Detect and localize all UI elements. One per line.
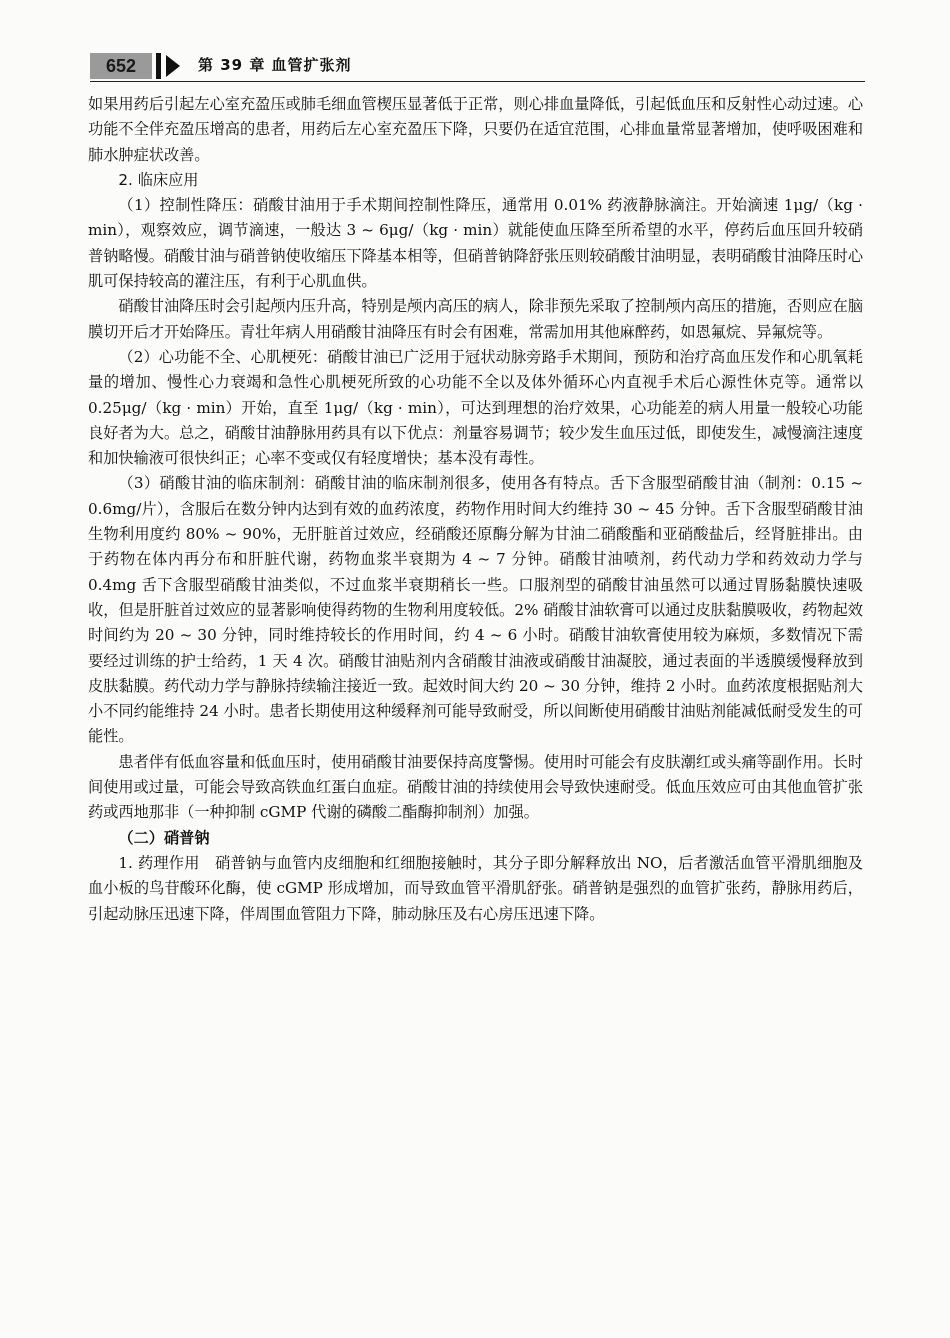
subheading-clinical-use: 2. 临床应用 bbox=[118, 170, 199, 189]
header-bar-marker bbox=[156, 53, 161, 79]
page-number: 652 bbox=[90, 53, 152, 79]
running-header bbox=[90, 48, 865, 80]
page-body bbox=[88, 92, 863, 927]
paragraph: （3）硝酸甘油的临床制剂：硝酸甘油的临床制剂很多，使用各有特点。舌下含服型硝酸甘油（制剂：0.15 ~ 0.6mg/片），含服后在数分钟内达到有效的血药浓度，药物作用时间大约维持 30 ~ 45 分钟。舌下含服型硝酸甘油生物利用度约 80% ~ 90%，无肝脏首过效应，经硝酸还原酶分解为甘油二硝酸酯和亚硝酸盐后，经肾脏排出。由于药物在体内再分布和肝脏代谢，药物血浆半衰期为 4 ~ 7 分钟。硝酸甘油喷剂，药代动力学和药效动力学与 0.4mg 舌下含服型硝酸甘油类似，不过血浆半衰期稍长一些。口服剂型的硝酸甘油虽然可以通过胃肠黏膜快速吸收，但是肝脏首过效应的显著影响使得药物的生物利用度较低。2% 硝酸甘油软膏可以通过皮肤黏膜吸收，药物起效时间约为 20 ~ 30 分钟，同时维持较长的作用时间，约 4 ~ 6 小时。硝酸甘油软膏使用较为麻烦，多数情况下需要经过训练的护士给药，1 天 4 次。硝酸甘油贴剂内含硝酸甘油液或硝酸甘油凝胶，通过表面的半透膜缓慢释放到皮肤黏膜。药代动力学与静脉持续输注接近一致。起效时间大约 20 ~ 30 分钟，维持 2 小时。血药浓度根据贴剂大小不同约能维持 24 小时。患者长期使用这种缓释剂可能导致耐受，所以间断使用硝酸甘油贴剂能减低耐受发生的可能性。 bbox=[88, 474, 863, 746]
paragraph: （1）控制性降压：硝酸甘油用于手术期间控制性降压，通常用 0.01% 药液静脉滴注。开始滴速 1μg/（kg · min），观察效应，调节滴速，一般达 3 ~ 6μg/（kg · min）就能使血压降至所希望的水平，停药后血压回升较硝普钠略慢。硝酸甘油与硝普钠使收缩压下降基本相等，但硝普钠降舒张压则较硝酸甘油明显，表明硝酸甘油降压时心肌可保持较高的灌注压，有利于心肌血供。 bbox=[88, 196, 863, 291]
paragraph: 硝酸甘油降压时会引起颅内压升高，特别是颅内高压的病人，除非预先采取了控制颅内高压的措施，否则应在脑膜切开后才开始降压。青壮年病人用硝酸甘油降压有时会有困难，常需加用其他麻醉药，如恩氟烷、异氟烷等。 bbox=[88, 297, 863, 341]
paragraph: 患者伴有低血容量和低血压时，使用硝酸甘油要保持高度警惕。使用时可能会有皮肤潮红或头痛等副作用。长时间使用或过量，可能会导致高铁血红蛋白血症。硝酸甘油的持续使用会导致快速耐受。低血压效应可由其他血管扩张药或西地那非（一种抑制 cGMP 代谢的磷酸二酯酶抑制剂）加强。 bbox=[88, 752, 863, 822]
header-arrow-icon bbox=[166, 55, 180, 77]
paragraph: （2）心功能不全、心肌梗死：硝酸甘油已广泛用于冠状动脉旁路手术期间，预防和治疗高血压发作和心肌氧耗量的增加、慢性心力衰竭和急性心肌梗死所致的心功能不全以及体外循环心内直视手术后心源性休克等。通常以 0.25μg/（kg · min）开始，直至 1μg/（kg · min），可达到理想的治疗效果，心功能差的病人用量一般较心功能良好者为大。总之，硝酸甘油静脉用药具有以下优点：剂量容易调节；较少发生血压过低，即使发生，减慢滴注速度和加快输液可很快纠正；心率不变或仅有轻度增快；基本没有毒性。 bbox=[88, 347, 863, 468]
chapter-title: 第 39 章 血管扩张剂 bbox=[198, 56, 352, 74]
header-rule bbox=[90, 81, 865, 82]
paragraph: 如果用药后引起左心室充盈压或肺毛细血管楔压显著低于正常，则心排血量降低，引起低血压和反射性心动过速。心功能不全伴充盈压增高的患者，用药后左心室充盈压下降，只要仍在适宜范围，心排血量常显著增加，使呼吸困难和肺水肿症状改善。 bbox=[88, 95, 863, 164]
section-heading-sodium-nitroprusside: （二）硝普钠 bbox=[118, 828, 210, 847]
paragraph: 1. 药理作用 硝普钠与血管内皮细胞和红细胞接触时，其分子即分解释放出 NO，后者激活血管平滑肌细胞及血小板的鸟苷酸环化酶，使 cGMP 形成增加，而导致血管平滑肌舒张。硝普钠是强烈的血管扩张药，静脉用药后，引起动脉压迅速下降，伴周围血管阻力下降，肺动脉压及右心房压迅速下降。 bbox=[88, 853, 863, 923]
